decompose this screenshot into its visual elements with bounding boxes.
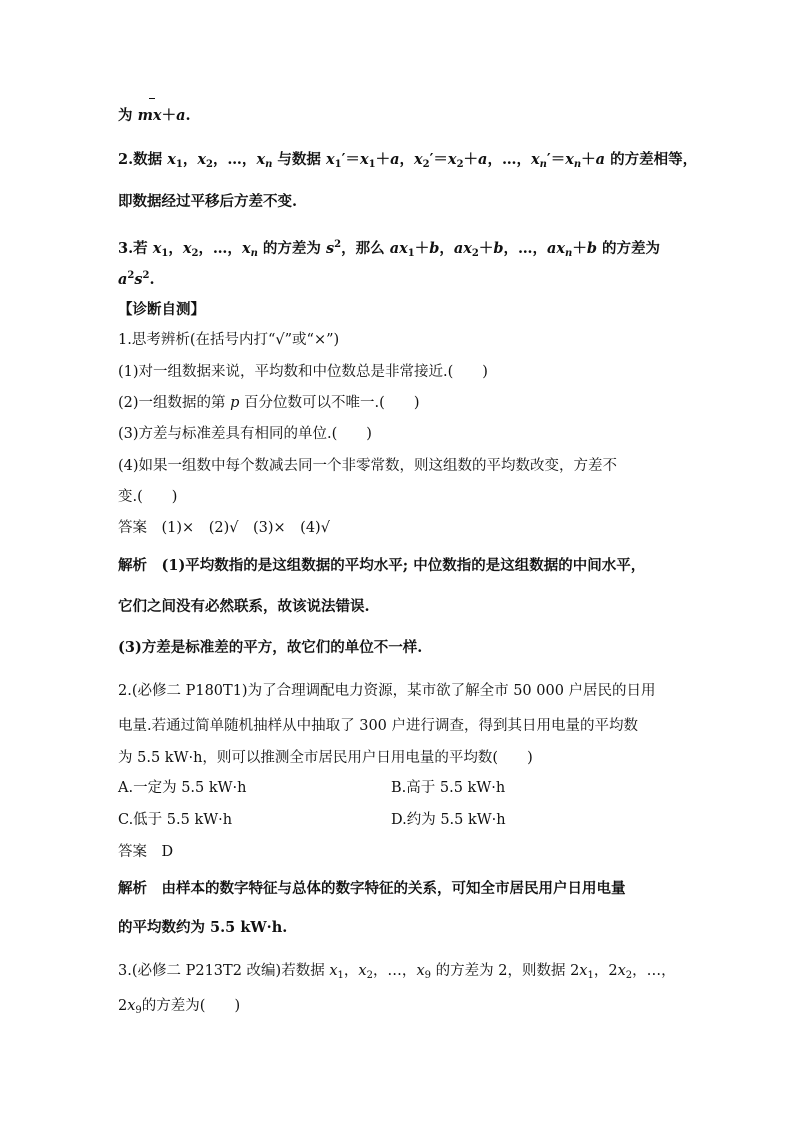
variance-property-3: 3.若 $x_1$，$x_2$，…，$x_n$ 的方差为 $s^2$，那么 $ax_1+b$，$ax_2+b$，…，$ax_n+b$ 的方差为 — [118, 239, 661, 259]
question-2-line-2: 电量.若通过简单随机抽样从中抽取了 300 户进行调查，得到其日用电量的平均数 — [118, 718, 639, 734]
mean-formula-line: 为 mx＋a. — [118, 107, 191, 124]
variance-property-2: 2.数据 $x_1$，$x_2$，…，$x_n$ 与数据 $x_1'=x_1+a$，$x_2'=x_2+a$，…，$x_n'=x_n+a$ 的方差相等， — [118, 151, 698, 170]
section-title: 【诊断自测】 — [118, 301, 205, 318]
explanation-1-cont: 它们之间没有必然联系，故该说法错误. — [118, 598, 370, 615]
option-b: B.高于 5.5 kW·h — [391, 780, 506, 796]
question-3-line-1: 3.(必修二 P213T2 改编)若数据 $x_1$，$x_2$，…，$x_9$ 的方差为 2，则数据 $2x_1$，$2x_2$，…， — [118, 963, 676, 981]
question-1-item-2: (2)一组数据的第 p 百分位数可以不唯一.( ) — [118, 395, 420, 411]
explanation-2: 解析 由样本的数字特征与总体的数字特征的关系，可知全市居民用户日用电量 — [118, 880, 626, 897]
answer-1: 答案 (1)× (2)√ (3)× (4)√ — [118, 520, 330, 536]
question-2-line-1: 2.(必修二 P180T1)为了合理调配电力资源，某市欲了解全市 50 000 户居民的日用 — [118, 683, 656, 699]
explanation-1: 解析 (1)平均数指的是这组数据的平均水平; 中位数指的是这组数据的中间水平， — [118, 557, 646, 574]
explanation-1-part3: (3)方差是标准差的平方，故它们的单位不一样. — [118, 639, 423, 656]
question-1-item-4: (4)如果一组数中每个数减去同一个非零常数，则这组数的平均数改变，方差不 — [118, 458, 618, 474]
answer-2: 答案 D — [118, 844, 174, 860]
overline-mark — [149, 98, 155, 99]
question-2-line-3: 为 5.5 kW·h，则可以推测全市居民用户日用电量的平均数( ) — [118, 750, 533, 766]
option-c: C.低于 5.5 kW·h — [118, 812, 233, 828]
question-1-title: 1.思考辨析(在括号内打“√”或“×”) — [118, 332, 340, 348]
variance-property-3-cont: $a^2s^2$. — [118, 270, 155, 288]
explanation-2-cont: 的平均数约为 5.5 kW·h. — [118, 919, 288, 936]
question-3-line-2: $2x_9$的方差为( ) — [118, 998, 241, 1016]
question-1-item-3: (3)方差与标准差具有相同的单位.( ) — [118, 426, 372, 442]
variance-property-2-cont: 即数据经过平移后方差不变. — [118, 193, 298, 210]
question-1-item-4-cont: 变.( ) — [118, 489, 178, 505]
option-d: D.约为 5.5 kW·h — [391, 812, 506, 828]
option-a: A.一定为 5.5 kW·h — [118, 780, 247, 796]
question-1-item-1: (1)对一组数据来说，平均数和中位数总是非常接近.( ) — [118, 364, 488, 380]
